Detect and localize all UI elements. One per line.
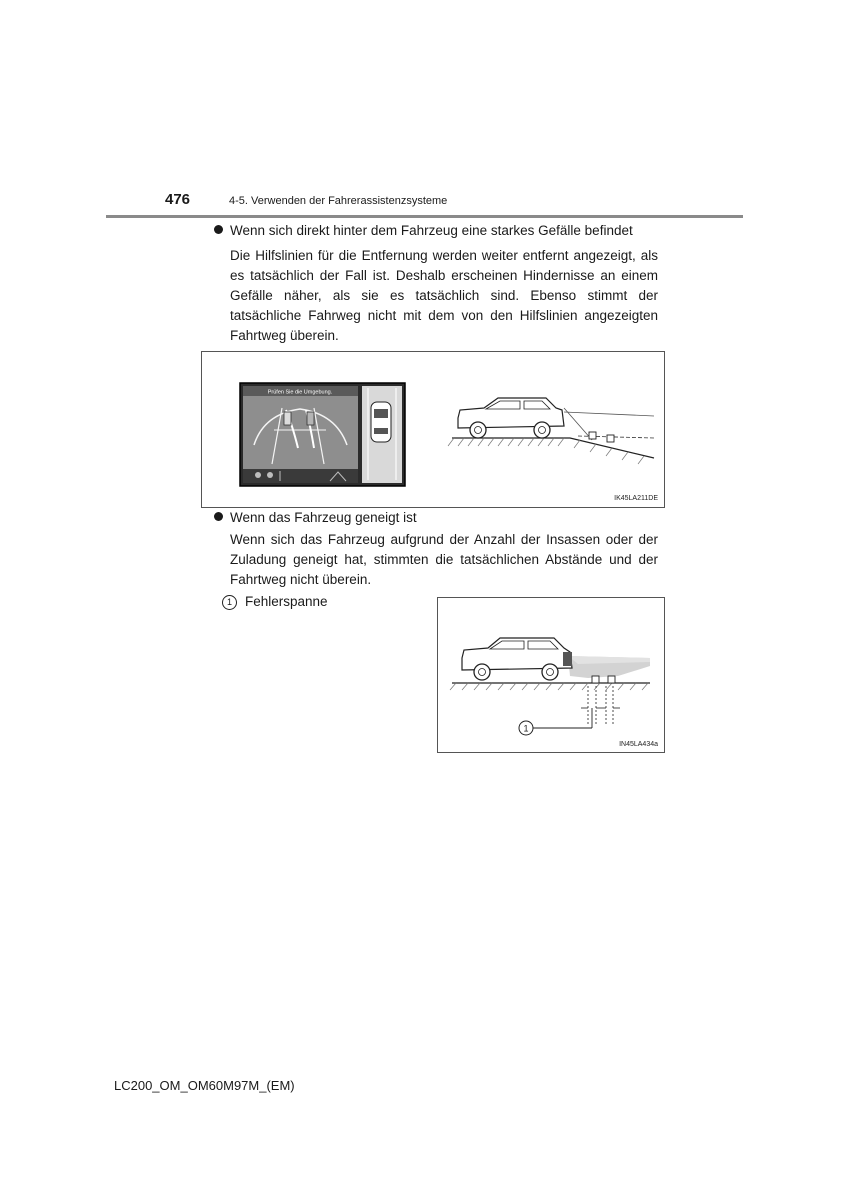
footer-doc-id: LC200_OM_OM60M97M_(EM) bbox=[114, 1078, 295, 1093]
figure-code: IN45LA434a bbox=[619, 741, 658, 748]
bullet-heading-slope: Wenn sich direkt hinter dem Fahrzeug eine starkes Gefälle befindet bbox=[214, 223, 633, 238]
figure-callout-number: 1 bbox=[523, 723, 529, 734]
figure-tilt-svg bbox=[438, 598, 664, 752]
callout-number-circle: 1 bbox=[222, 595, 237, 610]
figure-slope-illustration bbox=[201, 351, 665, 508]
figure-slope-svg bbox=[202, 352, 664, 507]
figure-code: IK45LA211DE bbox=[614, 495, 658, 502]
tilted-vehicle-drawing bbox=[450, 638, 650, 735]
vehicle-on-slope-drawing bbox=[448, 398, 654, 464]
page-number: 476 bbox=[165, 191, 191, 208]
figure-tilt-illustration bbox=[437, 597, 665, 753]
callout-label: Fehlerspanne bbox=[245, 594, 328, 609]
bullet-text-slope: Die Hilfslinien für die Entfernung werden weiter entfernt angezeigt, als es tatsächlich der Fall ist. Deshalb erscheinen Hindernisse an einem Gefälle näher, als sie es tatsächlich sind. Ebenso stimmt der tatsächliche Fahrweg nicht mit dem von den Hilfslinien angezeigten Fahrtweg überein. bbox=[230, 248, 658, 343]
section-title: 4-5. Verwenden der Fahrerassistenzsysteme bbox=[229, 195, 448, 207]
callout-legend bbox=[222, 594, 328, 610]
bullet-dot-icon bbox=[214, 512, 223, 521]
camera-display-screen bbox=[240, 383, 405, 486]
screen-banner-text: Prüfen Sie die Umgebung. bbox=[267, 389, 333, 396]
bullet-dot-icon bbox=[214, 225, 223, 234]
bullet-heading-tilt: Wenn das Fahrzeug geneigt ist bbox=[214, 510, 417, 525]
header-rule bbox=[106, 215, 743, 218]
bullet-text-tilt: Wenn sich das Fahrzeug aufgrund der Anzahl der Insassen oder der Zuladung geneigt hat, stimmten die tatsächlichen Abstände und der Fahrtweg nicht überein. bbox=[230, 532, 658, 587]
